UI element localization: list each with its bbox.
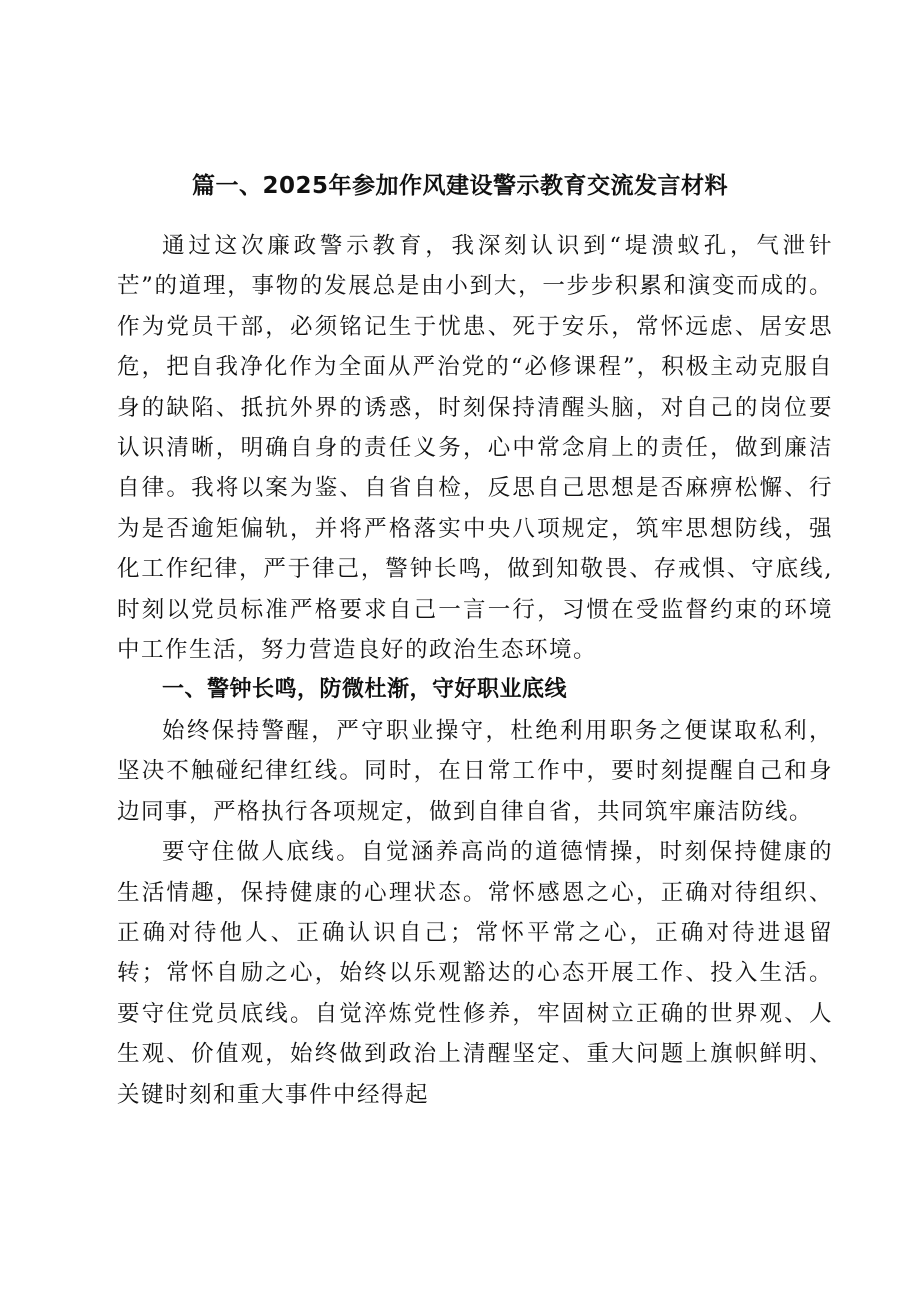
document-title: 篇一、2025年参加作风建设警示教育交流发言材料 <box>191 173 728 199</box>
intro-paragraph: 通过这次廉政警示教育，我深刻认识到“堤溃蚁孔，气泄针芒”的道理，事物的发展总是由小到大，一步步积累和演变而成的。作为党员干部，必须铭记生于忧患、死于安乐，常怀远虑、居安思危，把自我净化作为全面从严治党的“必修课程”，积极主动克服自身的缺陷、抵抗外界的诱惑，时刻保持清醒头脑，对自己的岗位要认识清晰，明确自身的责任义务，心中常念肩上的责任，做到廉洁自律。我将以案为鉴、自省自检，反思自己思想是否麻痹松懈、行为是否逾矩偏轨，并将严格落实中央八项规定，筑牢思想防线，强化工作纪律，严于律己，警钟长鸣，做到知敬畏、存戒惧、守底线,时刻以党员标准严格要求自己一言一行，习惯在受监督约束的环境中工作生活，努力营造良好的政治生态环境。 <box>117 233 833 664</box>
section-paragraph: 要守住做人底线。自觉涵养高尚的道德情操，时刻保持健康的生活情趣，保持健康的心理状态。常怀感恩之心，正确对待组织、正确对待他人、正确认识自己；常怀平常之心，正确对待进退留转；常怀自励之心，始终以乐观豁达的心态开展工作、投入生活。要守住党员底线。自觉淬炼党性修养，牢固树立正确的世界观、人生观、价值观，始终做到政治上清醒坚定、重大问题上旗帜鲜明、关键时刻和重大事件中经得起 <box>117 839 833 1108</box>
section-paragraph: 始终保持警醒，严守职业操守，杜绝利用职务之便谋取私利，坚决不触碰纪律红线。同时，在日常工作中，要时刻提醒自己和身边同事，严格执行各项规定，做到自律自省，共同筑牢廉洁防线。 <box>117 717 833 825</box>
section-heading: 一、警钟长鸣，防微杜渐，守好职业底线 <box>162 677 568 703</box>
document-body <box>117 226 833 1115</box>
